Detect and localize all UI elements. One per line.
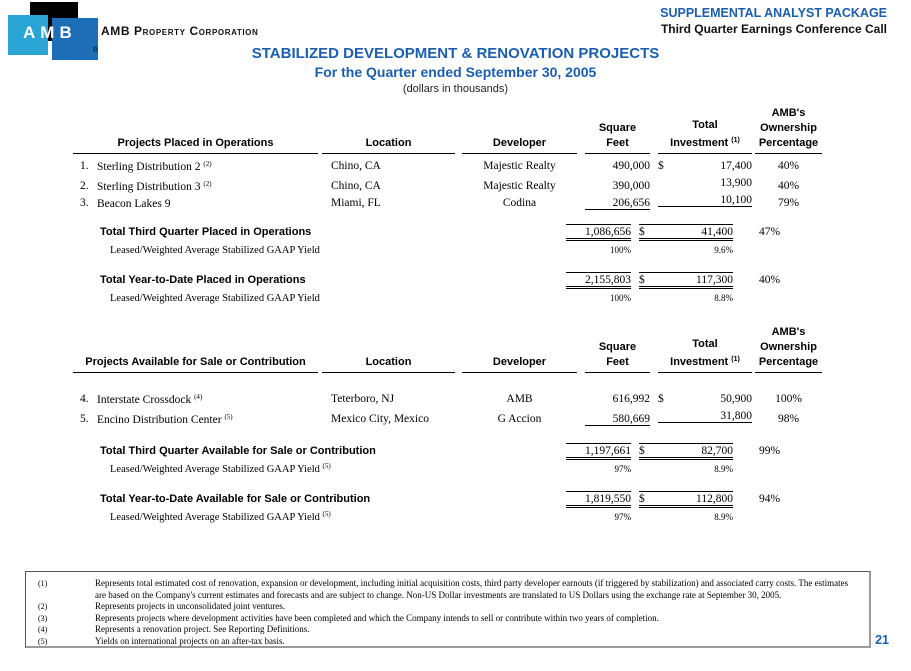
col-header-total-investment: Total Investment $^{(1)}$ — [658, 118, 752, 154]
total-row-ytd: Total Year-to-Date Placed in Operations 2,155,803 $ 117,300 40% — [73, 272, 833, 289]
table-row: 4. Interstate Crossdock $^{(4)}$ Teterboro, NJ AMB 616,992 $ 50,900 100% — [80, 393, 802, 406]
total-row-ytd: Total Year-to-Date Available for Sale or Contribution 1,819,550 $ 112,800 94% — [73, 491, 833, 508]
col-header-projects: Projects Placed in Operations — [73, 136, 318, 154]
col-header-square-feet: Square Feet — [585, 340, 650, 373]
page-subtitle: For the Quarter ended September 30, 2005 — [314, 64, 597, 80]
footnote: (2) Represents projects in unconsolidated joint ventures. — [38, 601, 285, 611]
col-header-location: Location — [322, 355, 455, 373]
footnote: (1) Represents total estimated cost of renovation, expansion or development, including initial acquisition costs, third party developer earnouts (if triggered by stabilization) and associated carry costs. The estimates are based on the Company's current estimates and forecasts and are subject to change. Non-US Dollar investments are translated to US Dollars using the exchange rate at September 30, 2005. — [38, 578, 849, 600]
col-header-total-investment: Total Investment $^{(1)}$ — [658, 337, 752, 373]
col-header-developer: Developer — [462, 136, 577, 154]
table-row: 5. Encino Distribution Center $^{(5)}$ Mexico City, Mexico G Accion 580,669 31,800 98% — [80, 410, 800, 426]
col-header-projects: Projects Available for Sale or Contribution — [73, 355, 318, 373]
col-header-ownership: AMB's Ownership Percentage — [755, 106, 822, 154]
total-row-quarter: Total Third Quarter Available for Sale or Contribution 1,197,661 $ 82,700 99% — [73, 443, 833, 460]
table-available-for-sale — [73, 325, 833, 523]
page-title: STABILIZED DEVELOPMENT & RENOVATION PROJECTS — [251, 45, 660, 62]
table-header-row — [73, 106, 833, 154]
footnote: (3) Represents projects where development activities have been completed and which the Company intends to sell or contribute within two years of completion. — [38, 612, 659, 623]
footnotes-box — [25, 571, 871, 648]
registered-mark: ® — [93, 47, 99, 54]
package-subtitle: Third Quarter Earnings Conference Call — [660, 22, 887, 36]
package-title: SUPPLEMENTAL ANALYST PACKAGE — [660, 6, 887, 20]
units-note: (dollars in thousands) — [402, 83, 509, 95]
yield-row: Leased/Weighted Average Stabilized GAAP Yield 100% 8.8% — [110, 293, 733, 304]
table-placed-in-operations — [73, 106, 833, 304]
page-number: 21 — [875, 633, 889, 647]
yield-row: Leased/Weighted Average Stabilized GAAP Yield $^{(5)}$ 97% 8.9% — [110, 462, 733, 475]
table-row: 2. Sterling Distribution 3 $^{(2)}$ Chino, CA Majestic Realty 390,000 13,900 40% — [80, 177, 800, 193]
table-row: 3. Beacon Lakes 9 Miami, FL Codina 206,656 10,100 79% — [80, 194, 800, 210]
package-header — [660, 5, 887, 37]
col-header-developer: Developer — [462, 355, 577, 373]
col-header-square-feet: Square Feet — [585, 121, 650, 154]
col-header-location: Location — [322, 136, 455, 154]
footnote: (5) Yields on international projects on an after-tax basis. — [38, 635, 285, 646]
table-header-row — [73, 325, 833, 373]
col-header-ownership: AMB's Ownership Percentage — [755, 325, 822, 373]
company-name: AMB Property Corporation — [101, 24, 259, 38]
total-row-quarter: Total Third Quarter Placed in Operations 1,086,656 $ 41,400 47% — [73, 224, 833, 241]
footnote: (4) Represents a renovation project. See Reporting Definitions. — [38, 624, 310, 634]
table-row: 1. Sterling Distribution 2 $^{(2)}$ Chino, CA Majestic Realty 490,000 $ 17,400 40% — [80, 160, 800, 173]
yield-row: Leased/Weighted Average Stabilized GAAP Yield 100% 9.6% — [110, 245, 733, 256]
page-title-block — [0, 45, 911, 95]
yield-row: Leased/Weighted Average Stabilized GAAP Yield $^{(5)}$ 97% 8.9% — [110, 510, 733, 523]
logo-wordmark: AMB — [23, 23, 77, 42]
